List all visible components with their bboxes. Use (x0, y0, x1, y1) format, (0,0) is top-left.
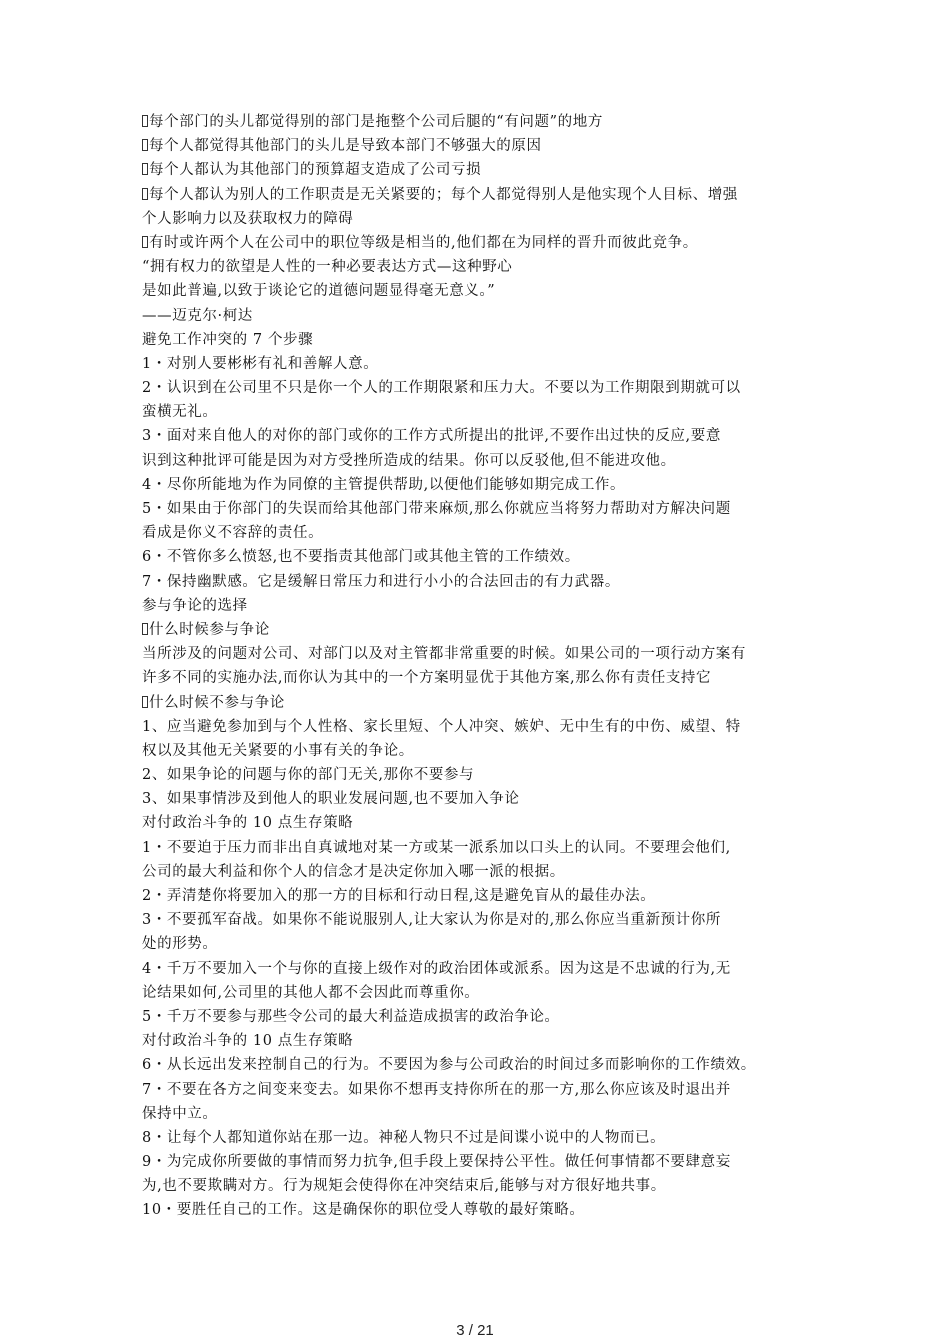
text-line (142, 618, 822, 642)
line-text: 3・面对来自他人的对你的部门或你的工作方式所提出的批评,不要作出过快的反应,要意 (142, 428, 721, 445)
text-line (142, 932, 822, 956)
line-text: 6・不管你多么愤怒,也不要指责其他部门或其他主管的工作绩效。 (142, 549, 580, 566)
text-line (142, 1150, 822, 1174)
line-text: 对付政治斗争的 10 点生存策略 (142, 1033, 354, 1050)
text-line (142, 860, 822, 884)
line-text: 避免工作冲突的 7 个步骤 (142, 331, 314, 348)
text-line (142, 352, 822, 376)
line-text: 个人影响力以及获取权力的障碍 (142, 210, 354, 227)
document-body (142, 110, 822, 1223)
line-text: 权以及其他无关紧要的小事有关的争论。 (142, 742, 414, 759)
text-line (142, 279, 822, 303)
text-line (142, 110, 822, 134)
line-text: 每个人都觉得其他部门的头儿是导致本部门不够强大的原因 (149, 138, 542, 155)
line-text: 7・不要在各方之间变来变去。如果你不想再支持你所在的那一方,那么你应该及时退出并 (142, 1081, 731, 1098)
line-text: 识到这种批评可能是因为对方受挫所造成的结果。你可以反驳他,但不能进攻他。 (142, 452, 676, 469)
text-line (142, 1005, 822, 1029)
bullet-box-icon (142, 188, 148, 200)
text-line (142, 957, 822, 981)
line-text: 处的形势。 (142, 936, 218, 953)
text-line (142, 691, 822, 715)
line-text: 许多不同的实施办法,而你认为其中的一个方案明显优于其他方案,那么你有责任支持它 (142, 670, 712, 687)
text-line (142, 1174, 822, 1198)
text-line (142, 666, 822, 690)
text-line (142, 158, 822, 182)
line-text: 3・不要孤军奋战。如果你不能说服别人,让大家认为你是对的,那么你应当重新预计你所 (142, 912, 721, 929)
line-text: 2、如果争论的问题与你的部门无关,那你不要参与 (142, 767, 475, 784)
line-text: 对付政治斗争的 10 点生存策略 (142, 815, 354, 832)
line-text: 1・对别人要彬彬有礼和善解人意。 (142, 355, 379, 372)
text-line (142, 1198, 822, 1222)
bullet-box-icon (142, 623, 148, 635)
line-text: 当所涉及的问题对公司、对部门以及对主管都非常重要的时候。如果公司的一项行动方案有 (142, 646, 746, 663)
bullet-box-icon (142, 696, 148, 708)
text-line (142, 183, 822, 207)
line-text: 4・千万不要加入一个与你的直接上级作对的政治团体或派系。因为这是不忠诚的行为,无 (142, 960, 731, 977)
line-text: ——迈克尔·柯达 (142, 307, 253, 324)
text-line (142, 231, 822, 255)
line-text: “拥有权力的欲望是人性的一种必要表达方式—这种野心 (142, 259, 513, 276)
text-line (142, 1102, 822, 1126)
text-line (142, 1078, 822, 1102)
line-text: 什么时候参与争论 (149, 621, 270, 638)
text-line (142, 449, 822, 473)
line-text: 为,也不要欺瞒对方。行为规矩会使得你在冲突结束后,能够与对方很好地共事。 (142, 1178, 666, 1195)
bullet-box-icon (142, 139, 148, 151)
text-line (142, 981, 822, 1005)
line-text: 每个人都认为其他部门的预算超支造成了公司亏损 (149, 162, 482, 179)
bullet-box-icon (142, 115, 148, 127)
line-text: 每个部门的头儿都觉得别的部门是拖整个公司后腿的“有问题”的地方 (149, 114, 603, 130)
page-number: 3 / 21 (456, 1322, 494, 1339)
text-line (142, 642, 822, 666)
text-line (142, 424, 822, 448)
line-text: 什么时候不参与争论 (149, 694, 285, 711)
text-line (142, 908, 822, 932)
text-line (142, 739, 822, 763)
line-text: 2・认识到在公司里不只是你一个人的工作期限紧和压力大。不要以为工作期限到期就可以 (142, 380, 741, 397)
text-line (142, 473, 822, 497)
line-text: 每个人都认为别人的工作职责是无关紧要的；每个人都觉得别人是他实现个人目标、增强 (149, 186, 738, 203)
line-text: 6・从长远出发来控制自己的行为。不要因为参与公司政治的时间过多而影响你的工作绩效。 (142, 1057, 756, 1074)
line-text: 蛮横无礼。 (142, 404, 218, 421)
text-line (142, 1126, 822, 1150)
line-text: 9・为完成你所要做的事情而努力抗争,但手段上要保持公平性。做任何事情都不要肆意妄 (142, 1154, 731, 1171)
line-text: 论结果如何,公司里的其他人都不会因此而尊重你。 (142, 984, 480, 1001)
line-text: 3、如果事情涉及到他人的职业发展问题,也不要加入争论 (142, 791, 520, 808)
text-line (142, 763, 822, 787)
line-text: 有时或许两个人在公司中的职位等级是相当的,他们都在为同样的晋升而彼此竞争。 (149, 234, 698, 251)
line-text: 1・不要迫于压力而非出自真诚地对某一方或某一派系加以口头上的认同。不要理会他们, (142, 839, 731, 856)
text-line (142, 134, 822, 158)
text-line (142, 545, 822, 569)
text-line (142, 328, 822, 352)
text-line (142, 787, 822, 811)
text-line (142, 521, 822, 545)
text-line (142, 1053, 822, 1077)
line-text: 1、应当避免参加到与个人性格、家长里短、个人冲突、嫉妒、无中生有的中伤、威望、特 (142, 718, 741, 735)
line-text: 2・弄清楚你将要加入的那一方的目标和行动日程,这是避免盲从的最佳办法。 (142, 888, 656, 904)
text-line (142, 811, 822, 835)
bullet-box-icon (142, 236, 148, 248)
text-line (142, 570, 822, 594)
line-text: 参与争论的选择 (142, 597, 248, 614)
text-line (142, 207, 822, 231)
text-line (142, 1029, 822, 1053)
text-line (142, 400, 822, 424)
text-line (142, 836, 822, 860)
line-text: 4・尽你所能地为作为同僚的主管提供帮助,以便他们能够如期完成工作。 (142, 476, 626, 493)
text-line (142, 715, 822, 739)
line-text: 公司的最大利益和你个人的信念才是决定你加入哪一派的根据。 (142, 863, 565, 880)
text-line (142, 376, 822, 400)
text-line (142, 255, 822, 279)
bullet-box-icon (142, 163, 148, 175)
line-text: 7・保持幽默感。它是缓解日常压力和进行小小的合法回击的有力武器。 (142, 573, 620, 590)
line-text: 5・如果由于你部门的失误而给其他部门带来麻烦,那么你就应当将努力帮助对方解决问题 (142, 501, 731, 517)
text-line (142, 497, 822, 521)
text-line (142, 594, 822, 618)
line-text: 10・要胜任自己的工作。这是确保你的职位受人尊敬的最好策略。 (142, 1202, 585, 1219)
text-line (142, 304, 822, 328)
line-text: 保持中立。 (142, 1105, 218, 1122)
line-text: 8・让每个人都知道你站在那一边。神秘人物只不过是间谍小说中的人物而已。 (142, 1129, 666, 1146)
line-text: 是如此普遍,以致于谈论它的道德问题显得毫无意义。” (142, 283, 496, 300)
line-text: 5・千万不要参与那些令公司的最大利益造成损害的政治争论。 (142, 1008, 560, 1025)
line-text: 看成是你义不容辞的责任。 (142, 525, 324, 542)
text-line (142, 884, 822, 908)
